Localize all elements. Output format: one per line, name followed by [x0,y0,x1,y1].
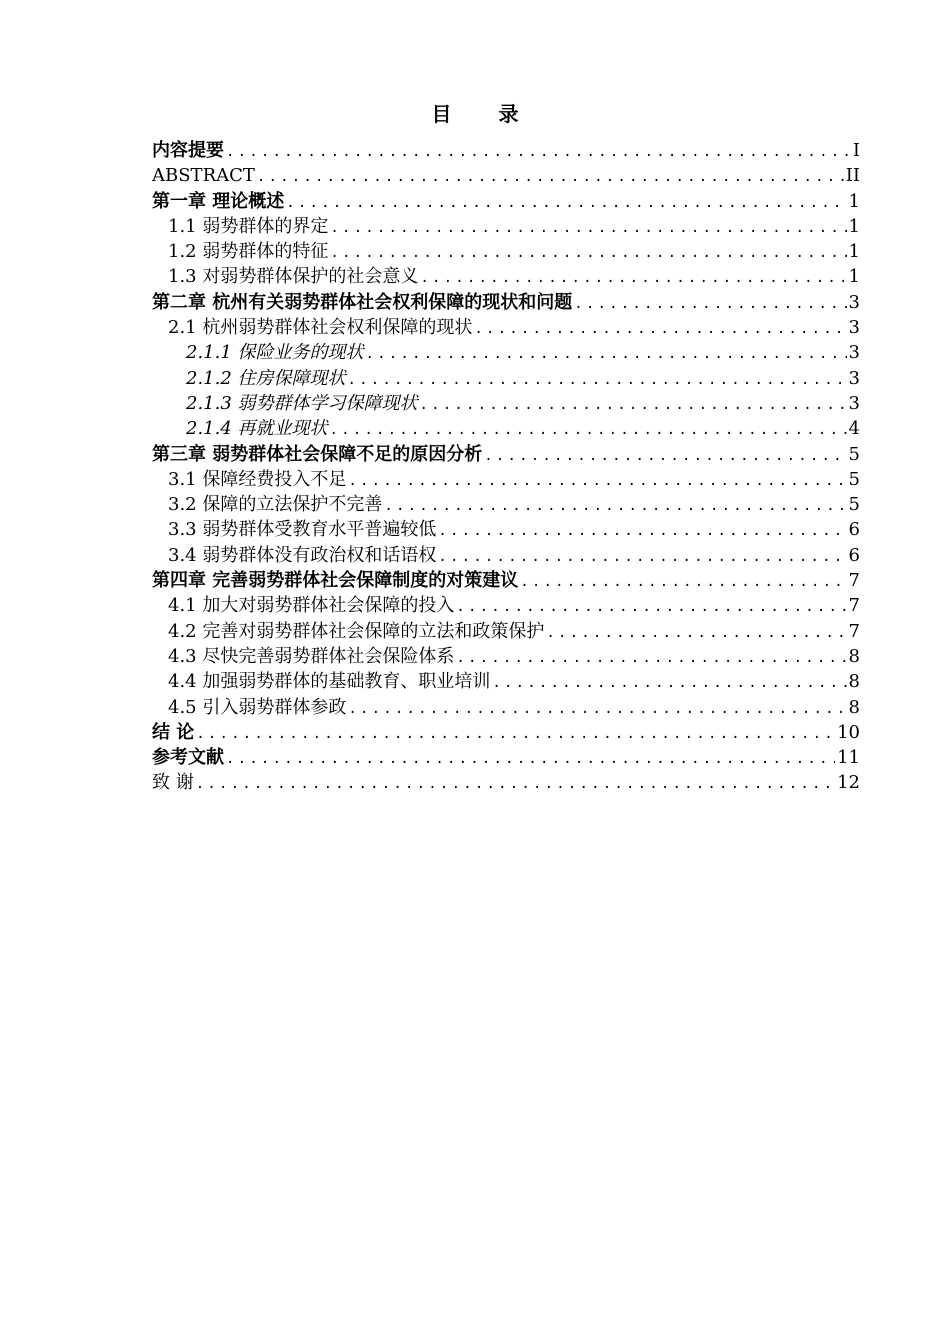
toc-entry[interactable] [152,619,860,644]
toc-entry-label: 4.4 加强弱势群体的基础教育、职业培训 [168,671,491,693]
toc-entry[interactable] [152,189,860,214]
toc-entry-page-number: 3 [848,317,860,339]
toc-entry[interactable] [152,593,860,618]
toc-dot-leader [348,469,846,492]
toc-dot-leader [420,266,846,289]
toc-dot-leader [492,671,846,694]
toc-entry[interactable] [152,366,860,391]
toc-entry-label: 4.3 尽快完善弱势群体社会保险体系 [168,645,455,667]
toc-entry-page-number: 5 [848,468,860,490]
toc-dot-leader [546,621,846,644]
toc-entry-label: 致 谢 [152,772,194,794]
toc-dot-leader [226,140,851,163]
toc-entry[interactable] [152,770,860,795]
toc-entry-label: 2.1.2 住房保障现状 [186,367,346,389]
toc-entry-label: 4.1 加大对弱势群体社会保障的投入 [168,595,455,617]
toc-entry-page-number: 5 [848,443,860,465]
toc-dot-leader [286,191,846,214]
toc-entry[interactable] [152,644,860,669]
toc-entry-page-number: 1 [848,241,860,263]
toc-entry-page-number: 8 [848,645,860,667]
toc-entry-label: 3.3 弱势群体受教育水平普遍较低 [168,519,437,541]
toc-title: 目 录 [431,102,539,126]
toc-entry[interactable] [152,543,860,568]
toc-dot-leader [384,494,846,517]
toc-entry-label: 4.5 引入弱势群体参政 [168,696,347,718]
toc-dot-leader [474,317,846,340]
toc-dot-leader [330,241,846,264]
toc-entry[interactable] [152,695,860,720]
toc-entry[interactable] [152,264,860,289]
toc-entry[interactable] [152,391,860,416]
toc-entry-page-number: 3 [848,367,860,389]
toc-entry-label: 第四章 完善弱势群体社会保障制度的对策建议 [152,570,519,592]
toc-entry-label: 内容提要 [152,140,224,161]
toc-entry-page-number: 6 [848,519,860,541]
toc-dot-leader [348,697,846,720]
toc-dot-leader [574,292,846,315]
toc-entry-label: 2.1.3 弱势群体学习保障现状 [186,392,418,414]
toc-entry-label: 参考文献 [152,747,224,769]
toc-entry-label: 3.2 保障的立法保护不完善 [168,494,383,516]
toc-entry[interactable] [152,416,860,441]
toc-entry-label: 第一章 理论概述 [152,190,285,212]
toc-dot-leader [438,545,846,568]
toc-entry-page-number: 7 [848,620,860,642]
toc-entry[interactable] [152,315,860,340]
toc-dot-leader [438,519,846,542]
toc-entry-label: 2.1.1 保险业务的现状 [186,342,364,364]
toc-entry[interactable] [152,720,860,745]
toc-entry[interactable] [152,442,860,467]
table-of-contents [152,138,860,796]
toc-entry-page-number: I [852,140,860,161]
toc-entry[interactable] [152,467,860,492]
toc-dot-leader [456,646,846,669]
toc-dot-leader [330,418,847,441]
toc-entry[interactable] [152,745,860,770]
toc-entry-label: 第三章 弱势群体社会保障不足的原因分析 [152,443,483,465]
toc-entry-page-number: 4 [848,418,860,440]
toc-dot-leader [366,342,847,365]
toc-entry-page-number: 8 [848,671,860,693]
toc-entry-page-number: 6 [848,544,860,566]
toc-entry-label: 1.3 对弱势群体保护的社会意义 [168,266,419,288]
toc-entry-label: 结 论 [152,721,195,743]
toc-entry-page-number: 1 [848,215,860,237]
toc-entry[interactable] [152,340,860,365]
toc-dot-leader [257,165,844,188]
toc-entry[interactable] [152,290,860,315]
toc-entry-label: 3.4 弱势群体没有政治权和话语权 [168,544,437,566]
toc-entry-label: 4.2 完善对弱势群体社会保障的立法和政策保护 [168,620,545,642]
toc-entry[interactable] [152,517,860,542]
toc-dot-leader [330,216,846,239]
toc-dot-leader [226,747,835,770]
toc-entry-label: ABSTRACT [152,165,255,187]
toc-dot-leader [196,772,835,795]
toc-entry-label: 2.1 杭州弱势群体社会权利保障的现状 [168,317,473,339]
toc-entry-page-number: 12 [837,772,860,794]
toc-entry-page-number: 5 [848,494,860,516]
toc-entry[interactable] [152,138,860,163]
toc-entry-label: 2.1.4 再就业现状 [186,418,328,440]
toc-dot-leader [420,393,847,416]
toc-entry[interactable] [152,239,860,264]
toc-entry-label: 3.1 保障经费投入不足 [168,468,347,490]
toc-entry[interactable] [152,669,860,694]
toc-entry-label: 1.1 弱势群体的界定 [168,215,329,237]
toc-entry-label: 第二章 杭州有关弱势群体社会权利保障的现状和问题 [152,291,573,313]
toc-entry-page-number: 11 [837,747,860,769]
toc-dot-leader [520,570,846,593]
toc-entry-page-number: 7 [848,570,860,592]
toc-dot-leader [484,444,846,467]
toc-entry-page-number: 10 [837,721,860,743]
toc-entry[interactable] [152,568,860,593]
toc-dot-leader [348,368,847,391]
toc-entry-page-number: 3 [848,392,860,414]
toc-dot-leader [456,595,846,618]
toc-entry-page-number: 1 [848,190,860,212]
toc-entry[interactable] [152,492,860,517]
toc-entry-label: 1.2 弱势群体的特征 [168,241,329,263]
toc-entry-page-number: II [845,165,860,187]
toc-entry[interactable] [152,214,860,239]
toc-entry-page-number: 7 [848,595,860,617]
toc-entry-page-number: 1 [848,266,860,288]
toc-entry-page-number: 8 [848,696,860,718]
toc-dot-leader [196,722,835,745]
toc-entry[interactable] [152,163,860,188]
toc-entry-page-number: 3 [848,291,860,313]
toc-entry-page-number: 3 [848,342,860,364]
